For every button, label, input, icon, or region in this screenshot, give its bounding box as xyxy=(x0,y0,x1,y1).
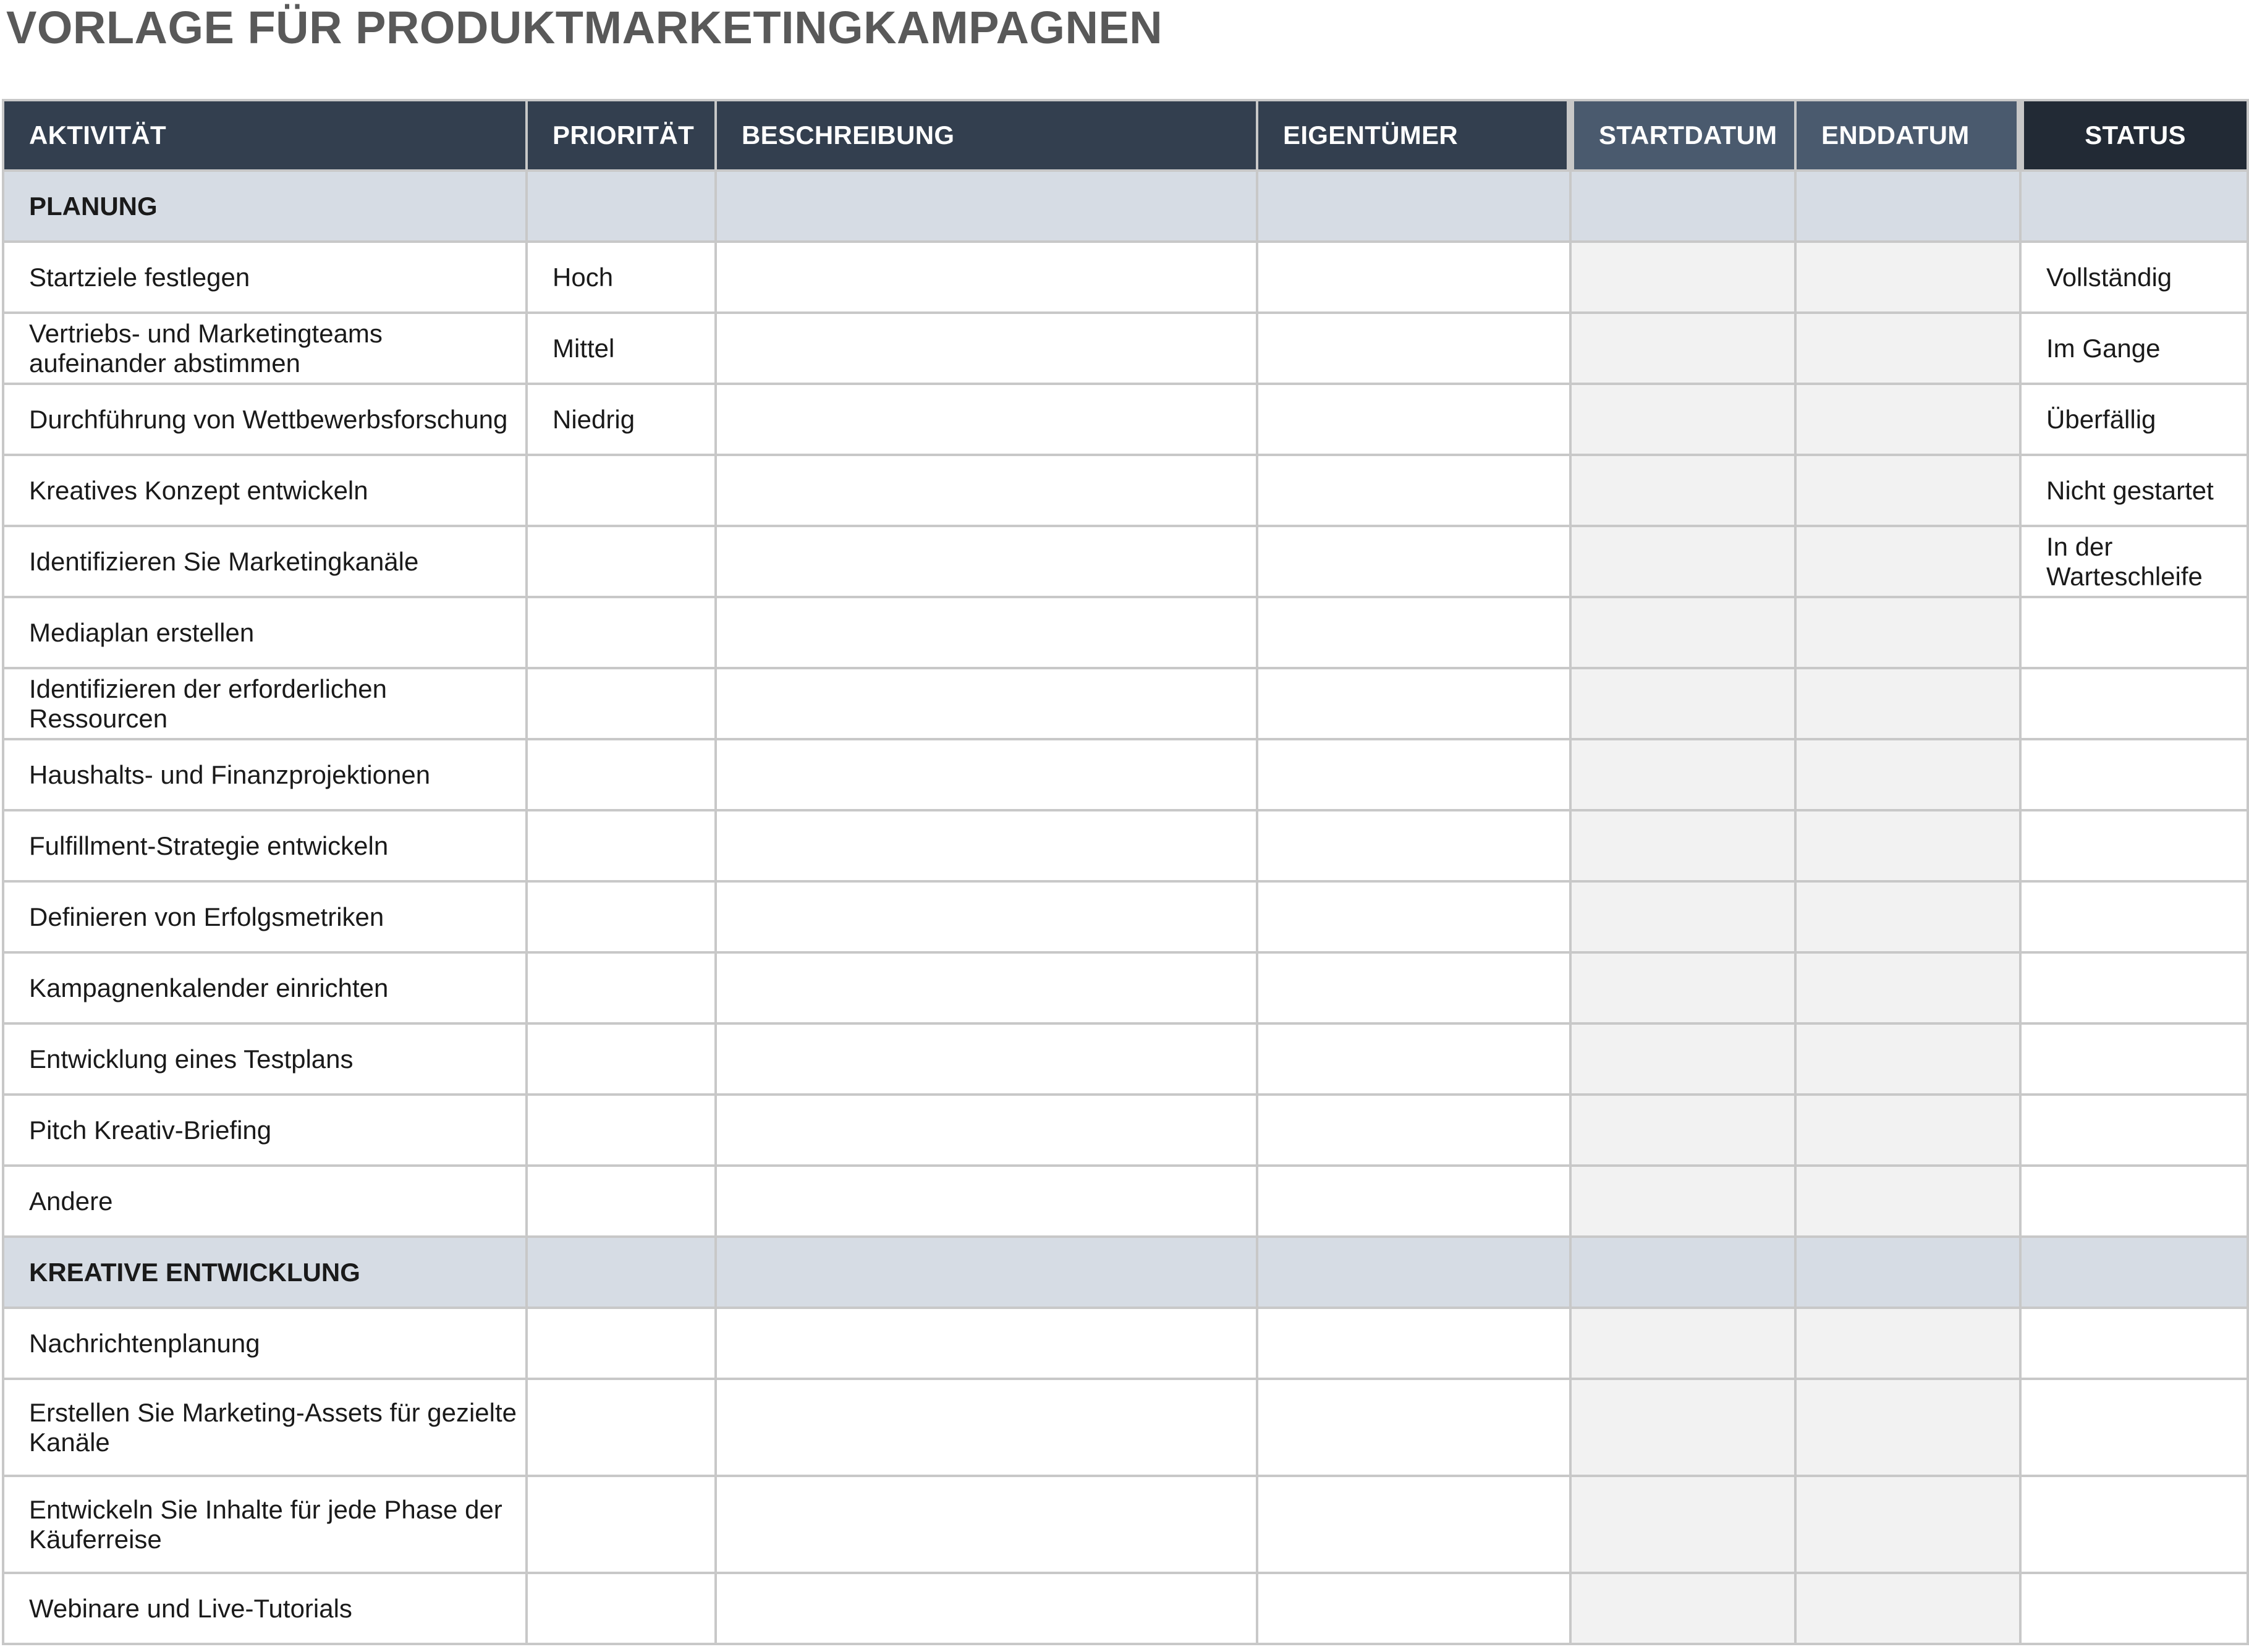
description-cell[interactable] xyxy=(716,242,1257,313)
priority-cell[interactable]: Hoch xyxy=(527,242,716,313)
description-cell[interactable] xyxy=(716,1023,1257,1095)
owner-cell[interactable] xyxy=(1257,242,1570,313)
status-cell[interactable] xyxy=(2020,1166,2248,1237)
activity-cell[interactable]: Pitch Kreativ-Briefing xyxy=(3,1095,527,1166)
owner-cell[interactable] xyxy=(1257,1166,1570,1237)
priority-cell[interactable] xyxy=(527,1476,716,1573)
section-filler-cell xyxy=(1570,171,1795,242)
section-filler-cell xyxy=(1795,1237,2020,1308)
priority-cell[interactable] xyxy=(527,455,716,526)
owner-cell[interactable] xyxy=(1257,739,1570,810)
owner-cell[interactable] xyxy=(1257,1308,1570,1379)
table-row xyxy=(3,1023,2248,1095)
description-cell[interactable] xyxy=(716,597,1257,668)
priority-cell[interactable] xyxy=(527,952,716,1023)
description-cell[interactable] xyxy=(716,739,1257,810)
end-date-cell[interactable] xyxy=(1795,313,2020,384)
table-row xyxy=(3,1379,2248,1476)
section-filler-cell xyxy=(527,1237,716,1308)
description-cell[interactable] xyxy=(716,881,1257,952)
description-cell[interactable] xyxy=(716,1379,1257,1476)
start-date-cell[interactable] xyxy=(1570,384,1795,455)
activity-cell[interactable]: Kampagnenkalender einrichten xyxy=(3,952,527,1023)
section-header-row xyxy=(3,171,2248,242)
status-cell[interactable] xyxy=(2020,1379,2248,1476)
status-cell[interactable]: Im Gange xyxy=(2020,313,2248,384)
table-row xyxy=(3,313,2248,384)
owner-cell[interactable] xyxy=(1257,1573,1570,1644)
end-date-cell[interactable] xyxy=(1795,526,2020,597)
section-filler-cell xyxy=(716,1237,1257,1308)
priority-cell[interactable]: Mittel xyxy=(527,313,716,384)
owner-cell[interactable] xyxy=(1257,1023,1570,1095)
owner-cell[interactable] xyxy=(1257,313,1570,384)
status-cell[interactable] xyxy=(2020,1095,2248,1166)
activity-cell[interactable]: Entwickeln Sie Inhalte für jede Phase der Käuferreise xyxy=(3,1476,527,1573)
priority-cell[interactable] xyxy=(527,1573,716,1644)
end-date-cell[interactable] xyxy=(1795,952,2020,1023)
activity-cell[interactable]: Definieren von Erfolgsmetriken xyxy=(3,881,527,952)
priority-cell[interactable]: Niedrig xyxy=(527,384,716,455)
description-cell[interactable] xyxy=(716,313,1257,384)
table-row xyxy=(3,739,2248,810)
owner-cell[interactable] xyxy=(1257,881,1570,952)
end-date-cell[interactable] xyxy=(1795,384,2020,455)
description-cell[interactable] xyxy=(716,1573,1257,1644)
activity-cell[interactable]: Nachrichtenplanung xyxy=(3,1308,527,1379)
activity-cell[interactable]: Identifizieren Sie Marketingkanäle xyxy=(3,526,527,597)
activity-cell[interactable]: Fulfillment-Strategie entwickeln xyxy=(3,810,527,881)
owner-cell[interactable] xyxy=(1257,455,1570,526)
activity-cell[interactable]: Kreatives Konzept entwickeln xyxy=(3,455,527,526)
table-row xyxy=(3,668,2248,739)
status-cell[interactable]: Nicht gestartet xyxy=(2020,455,2248,526)
description-cell[interactable] xyxy=(716,1166,1257,1237)
owner-cell[interactable] xyxy=(1257,952,1570,1023)
column-header-owner[interactable]: EIGENTÜMER xyxy=(1257,100,1570,171)
priority-cell[interactable] xyxy=(527,1166,716,1237)
start-date-cell[interactable] xyxy=(1570,597,1795,668)
section-title: KREATIVE ENTWICKLUNG xyxy=(3,1237,527,1308)
owner-cell[interactable] xyxy=(1257,1095,1570,1166)
status-cell[interactable] xyxy=(2020,881,2248,952)
activity-cell[interactable]: Startziele festlegen xyxy=(3,242,527,313)
priority-cell[interactable] xyxy=(527,526,716,597)
start-date-cell[interactable] xyxy=(1570,1023,1795,1095)
start-date-cell[interactable] xyxy=(1570,1379,1795,1476)
end-date-cell[interactable] xyxy=(1795,1023,2020,1095)
status-cell[interactable] xyxy=(2020,668,2248,739)
description-cell[interactable] xyxy=(716,455,1257,526)
end-date-cell[interactable] xyxy=(1795,1308,2020,1379)
activity-cell[interactable]: Erstellen Sie Marketing-Assets für gezielte Kanäle xyxy=(3,1379,527,1476)
table-row xyxy=(3,1573,2248,1644)
description-cell[interactable] xyxy=(716,668,1257,739)
start-date-cell[interactable] xyxy=(1570,242,1795,313)
table-row xyxy=(3,384,2248,455)
section-header-row xyxy=(3,1237,2248,1308)
column-header-activity[interactable]: AKTIVITÄT xyxy=(3,100,527,171)
table-row xyxy=(3,1476,2248,1573)
table-row xyxy=(3,952,2248,1023)
table-row xyxy=(3,810,2248,881)
end-date-cell[interactable] xyxy=(1795,455,2020,526)
activity-cell[interactable]: Mediaplan erstellen xyxy=(3,597,527,668)
table-row xyxy=(3,1166,2248,1237)
page-title: VORLAGE FÜR PRODUKTMARKETINGKAMPAGNEN xyxy=(6,2,1163,53)
table-row xyxy=(3,881,2248,952)
end-date-cell[interactable] xyxy=(1795,881,2020,952)
status-cell[interactable] xyxy=(2020,1573,2248,1644)
column-header-end-date[interactable]: ENDDATUM xyxy=(1795,100,2020,171)
priority-cell[interactable] xyxy=(527,1308,716,1379)
table-row xyxy=(3,1095,2248,1166)
status-cell[interactable] xyxy=(2020,1476,2248,1573)
description-cell[interactable] xyxy=(716,1095,1257,1166)
section-title: PLANUNG xyxy=(3,171,527,242)
owner-cell[interactable] xyxy=(1257,1379,1570,1476)
end-date-cell[interactable] xyxy=(1795,1379,2020,1476)
end-date-cell[interactable] xyxy=(1795,1573,2020,1644)
end-date-cell[interactable] xyxy=(1795,810,2020,881)
column-header-start-date[interactable]: STARTDATUM xyxy=(1570,100,1795,171)
section-filler-cell xyxy=(527,171,716,242)
priority-cell[interactable] xyxy=(527,597,716,668)
status-cell[interactable]: Überfällig xyxy=(2020,384,2248,455)
section-filler-cell xyxy=(2020,171,2248,242)
status-cell[interactable] xyxy=(2020,1023,2248,1095)
end-date-cell[interactable] xyxy=(1795,1476,2020,1573)
column-header-status[interactable]: STATUS xyxy=(2020,100,2248,171)
section-filler-cell xyxy=(1257,1237,1570,1308)
owner-cell[interactable] xyxy=(1257,526,1570,597)
table-row xyxy=(3,455,2248,526)
description-cell[interactable] xyxy=(716,384,1257,455)
column-header-priority[interactable]: PRIORITÄT xyxy=(527,100,716,171)
table-row xyxy=(3,1308,2248,1379)
priority-cell[interactable] xyxy=(527,810,716,881)
owner-cell[interactable] xyxy=(1257,597,1570,668)
end-date-cell[interactable] xyxy=(1795,597,2020,668)
status-cell[interactable] xyxy=(2020,597,2248,668)
activity-cell[interactable]: Durchführung von Wettbewerbsforschung xyxy=(3,384,527,455)
activity-cell[interactable]: Haushalts- und Finanzprojektionen xyxy=(3,739,527,810)
end-date-cell[interactable] xyxy=(1795,1095,2020,1166)
column-header-description[interactable]: BESCHREIBUNG xyxy=(716,100,1257,171)
description-cell[interactable] xyxy=(716,810,1257,881)
table-row xyxy=(3,242,2248,313)
description-cell[interactable] xyxy=(716,952,1257,1023)
start-date-cell[interactable] xyxy=(1570,810,1795,881)
priority-cell[interactable] xyxy=(527,1095,716,1166)
start-date-cell[interactable] xyxy=(1570,526,1795,597)
start-date-cell[interactable] xyxy=(1570,881,1795,952)
status-cell[interactable] xyxy=(2020,739,2248,810)
status-cell[interactable] xyxy=(2020,952,2248,1023)
owner-cell[interactable] xyxy=(1257,810,1570,881)
start-date-cell[interactable] xyxy=(1570,1166,1795,1237)
end-date-cell[interactable] xyxy=(1795,1166,2020,1237)
section-filler-cell xyxy=(1795,171,2020,242)
section-filler-cell xyxy=(1570,1237,1795,1308)
start-date-cell[interactable] xyxy=(1570,668,1795,739)
start-date-cell[interactable] xyxy=(1570,1476,1795,1573)
priority-cell[interactable] xyxy=(527,668,716,739)
activity-cell[interactable]: Vertriebs- und Marketingteams aufeinander abstimmen xyxy=(3,313,527,384)
end-date-cell[interactable] xyxy=(1795,668,2020,739)
activity-cell[interactable]: Entwicklung eines Testplans xyxy=(3,1023,527,1095)
activity-cell[interactable]: Andere xyxy=(3,1166,527,1237)
section-filler-cell xyxy=(716,171,1257,242)
start-date-cell[interactable] xyxy=(1570,1095,1795,1166)
end-date-cell[interactable] xyxy=(1795,739,2020,810)
description-cell[interactable] xyxy=(716,526,1257,597)
activity-cell[interactable]: Webinare und Live-Tutorials xyxy=(3,1573,527,1644)
start-date-cell[interactable] xyxy=(1570,1308,1795,1379)
priority-cell[interactable] xyxy=(527,881,716,952)
table-row xyxy=(3,526,2248,597)
section-filler-cell xyxy=(1257,171,1570,242)
priority-cell[interactable] xyxy=(527,739,716,810)
priority-cell[interactable] xyxy=(527,1023,716,1095)
status-cell[interactable] xyxy=(2020,810,2248,881)
owner-cell[interactable] xyxy=(1257,668,1570,739)
start-date-cell[interactable] xyxy=(1570,313,1795,384)
section-filler-cell xyxy=(2020,1237,2248,1308)
owner-cell[interactable] xyxy=(1257,384,1570,455)
start-date-cell[interactable] xyxy=(1570,739,1795,810)
table-row xyxy=(3,597,2248,668)
description-cell[interactable] xyxy=(716,1476,1257,1573)
start-date-cell[interactable] xyxy=(1570,1573,1795,1644)
priority-cell[interactable] xyxy=(527,1379,716,1476)
status-cell[interactable]: Vollständig xyxy=(2020,242,2248,313)
end-date-cell[interactable] xyxy=(1795,242,2020,313)
start-date-cell[interactable] xyxy=(1570,455,1795,526)
owner-cell[interactable] xyxy=(1257,1476,1570,1573)
activity-cell[interactable]: Identifizieren der erforderlichen Ressourcen xyxy=(3,668,527,739)
description-cell[interactable] xyxy=(716,1308,1257,1379)
status-cell[interactable]: In der Warteschleife xyxy=(2020,526,2248,597)
campaign-table xyxy=(2,99,2249,1645)
header-row xyxy=(3,100,2248,171)
status-cell[interactable] xyxy=(2020,1308,2248,1379)
start-date-cell[interactable] xyxy=(1570,952,1795,1023)
